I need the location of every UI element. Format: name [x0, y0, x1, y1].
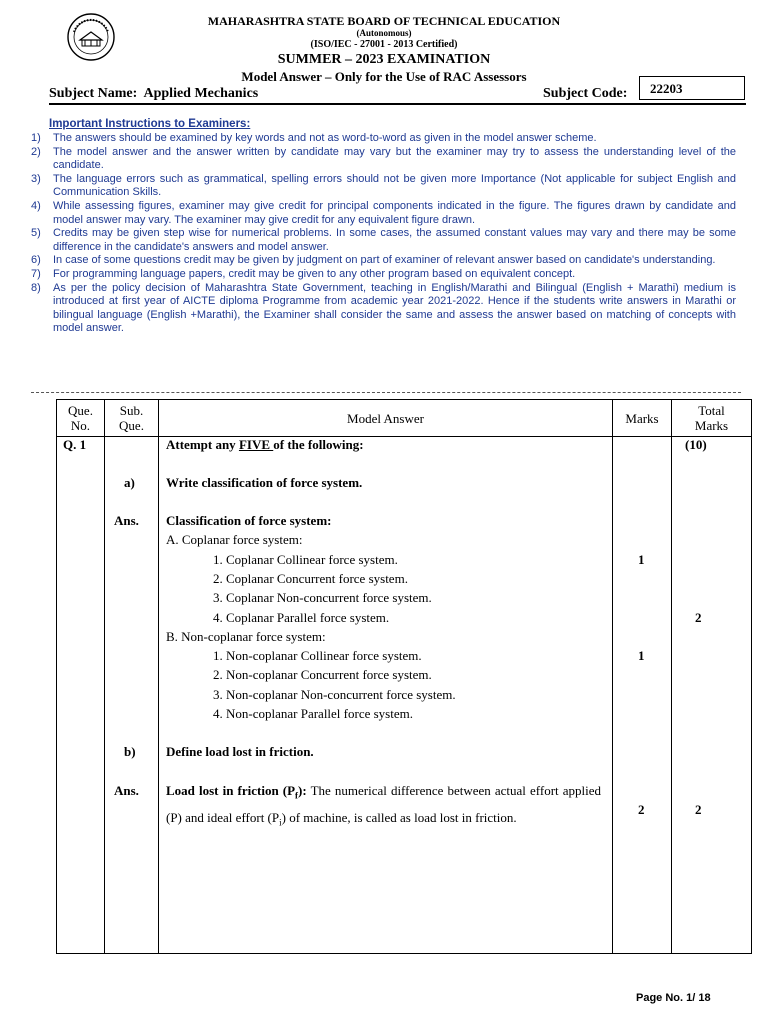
- cell-que-no: [57, 437, 105, 954]
- total-b: 2: [695, 802, 702, 817]
- list-item: 4. Coplanar Parallel force system.: [213, 610, 390, 625]
- instruction-item: 6) In case of some questions credit may be given by judgment on part of examiner of relevant answer based on candidate's understanding.: [31, 254, 716, 267]
- question-b-text: Define load lost in friction.: [166, 744, 314, 759]
- mark-b: 2: [638, 802, 645, 817]
- autonomous-label: (Autonomous): [356, 28, 412, 38]
- question-a-text: Write classification of force system.: [166, 475, 363, 490]
- subject-name-value: Applied Mechanics: [143, 86, 259, 101]
- header-marks: Marks: [613, 400, 672, 437]
- page-number: Page No. 1/ 18: [636, 992, 711, 1004]
- header-rule: [49, 103, 746, 105]
- mark-a-group-a: 1: [638, 552, 645, 567]
- subject-code-value: 22203: [650, 81, 683, 96]
- instruction-item: 3) The language errors such as grammatical, spelling errors should not be given more Importance (Not applicable for subject English and Communication Skills.: [31, 172, 736, 199]
- instruction-item: 5) Credits may be given step wise for numerical problems. In some cases, the assumed constant values may vary and there may be some difference in the candidate's answers and model answer.: [31, 227, 736, 253]
- answer-a-heading: Classification of force system:: [166, 513, 332, 528]
- list-item: 3. Non-coplanar Non-concurrent force system.: [213, 687, 456, 702]
- instruction-item: 8) As per the policy decision of Maharashtra State Government, teaching in English/Marathi and Bilingual (English + Marathi) medium is introduced at first year of AICTE diploma Programme from academic year 2021-2022. Hence if the students write answers in Marathi or bilingual language (English +Marathi), the Examiner shall consider the same and assess the answer based on matching of concepts with model answer.: [31, 281, 736, 335]
- answer-b-text: Load lost in friction $(P_f)$: The numerical difference between actual effort applied (P) and ideal effort $(P_i)$ of machine, is called as load lost in friction.: [166, 783, 602, 828]
- subject-code-label: Subject Code:: [543, 86, 628, 101]
- ans-label-a: Ans.: [114, 513, 139, 528]
- list-item: 1. Coplanar Collinear force system.: [213, 552, 398, 567]
- subject-name: [49, 86, 258, 102]
- cell-sub-que: [105, 437, 159, 954]
- iso-certification: (ISO/IEC - 27001 - 2013 Certified): [310, 39, 458, 50]
- ans-label-b: Ans.: [114, 783, 139, 798]
- instructions-list: [31, 132, 736, 336]
- header-total-marks: Total Marks: [672, 400, 752, 437]
- header-que-no: Que. No.: [57, 400, 105, 437]
- question-instruction: Attempt any FIVE of the following:: [166, 437, 364, 452]
- mark-a-group-b: 1: [638, 648, 645, 663]
- list-item: 3. Coplanar Non-concurrent force system.: [213, 590, 432, 605]
- instruction-item: 7) For programming language papers, credit may be given to any other program based on equivalent concept.: [31, 267, 576, 280]
- model-answer-title: Model Answer – Only for the Use of RAC Assessors: [241, 69, 527, 84]
- subject-name-label: Subject Name:: [49, 86, 138, 101]
- instruction-item: 1) The answers should be examined by key words and not as word-to-word as given in the model answer scheme.: [31, 132, 597, 144]
- list-item: 4. Non-coplanar Parallel force system.: [213, 706, 413, 721]
- question-total: (10): [685, 437, 707, 452]
- answer-a-group-b: B. Non-coplanar force system:: [166, 629, 326, 644]
- list-item: 2. Coplanar Concurrent force system.: [213, 571, 408, 586]
- exam-title: SUMMER – 2023 EXAMINATION: [277, 52, 491, 67]
- dashed-separator: [31, 392, 741, 393]
- table-row: [57, 437, 752, 954]
- total-a: 2: [695, 610, 702, 625]
- sub-question-a: a): [124, 475, 135, 490]
- sub-question-b: b): [124, 744, 136, 759]
- table-header-row: [57, 400, 752, 437]
- question-number: Q. 1: [63, 437, 87, 452]
- header-sub-que: Sub. Que.: [105, 400, 159, 437]
- instruction-item: 2) The model answer and the answer written by candidate may vary but the examiner may try to assess the understanding level of the candidate.: [31, 145, 736, 172]
- board-name: MAHARASHTRA STATE BOARD OF TECHNICAL EDUCATION: [207, 14, 561, 28]
- cell-marks: [613, 437, 672, 954]
- instruction-item: 4) While assessing figures, examiner may give credit for principal components indicated in the figure. The figures drawn by candidate and model answer may vary. The examiner may give credit for any equivalent figure drawn.: [31, 199, 736, 226]
- cell-total-marks: [672, 437, 752, 954]
- subject-code-box: [639, 76, 745, 100]
- instructions-title: Important Instructions to Examiners:: [49, 118, 251, 130]
- answer-a-group-a: A. Coplanar force system:: [166, 532, 303, 547]
- header-model-answer: Model Answer: [159, 400, 613, 437]
- list-item: 1. Non-coplanar Collinear force system.: [213, 648, 422, 663]
- cell-model-answer: [159, 437, 613, 954]
- answer-table: [56, 399, 752, 954]
- list-item: 2. Non-coplanar Concurrent force system.: [213, 667, 432, 682]
